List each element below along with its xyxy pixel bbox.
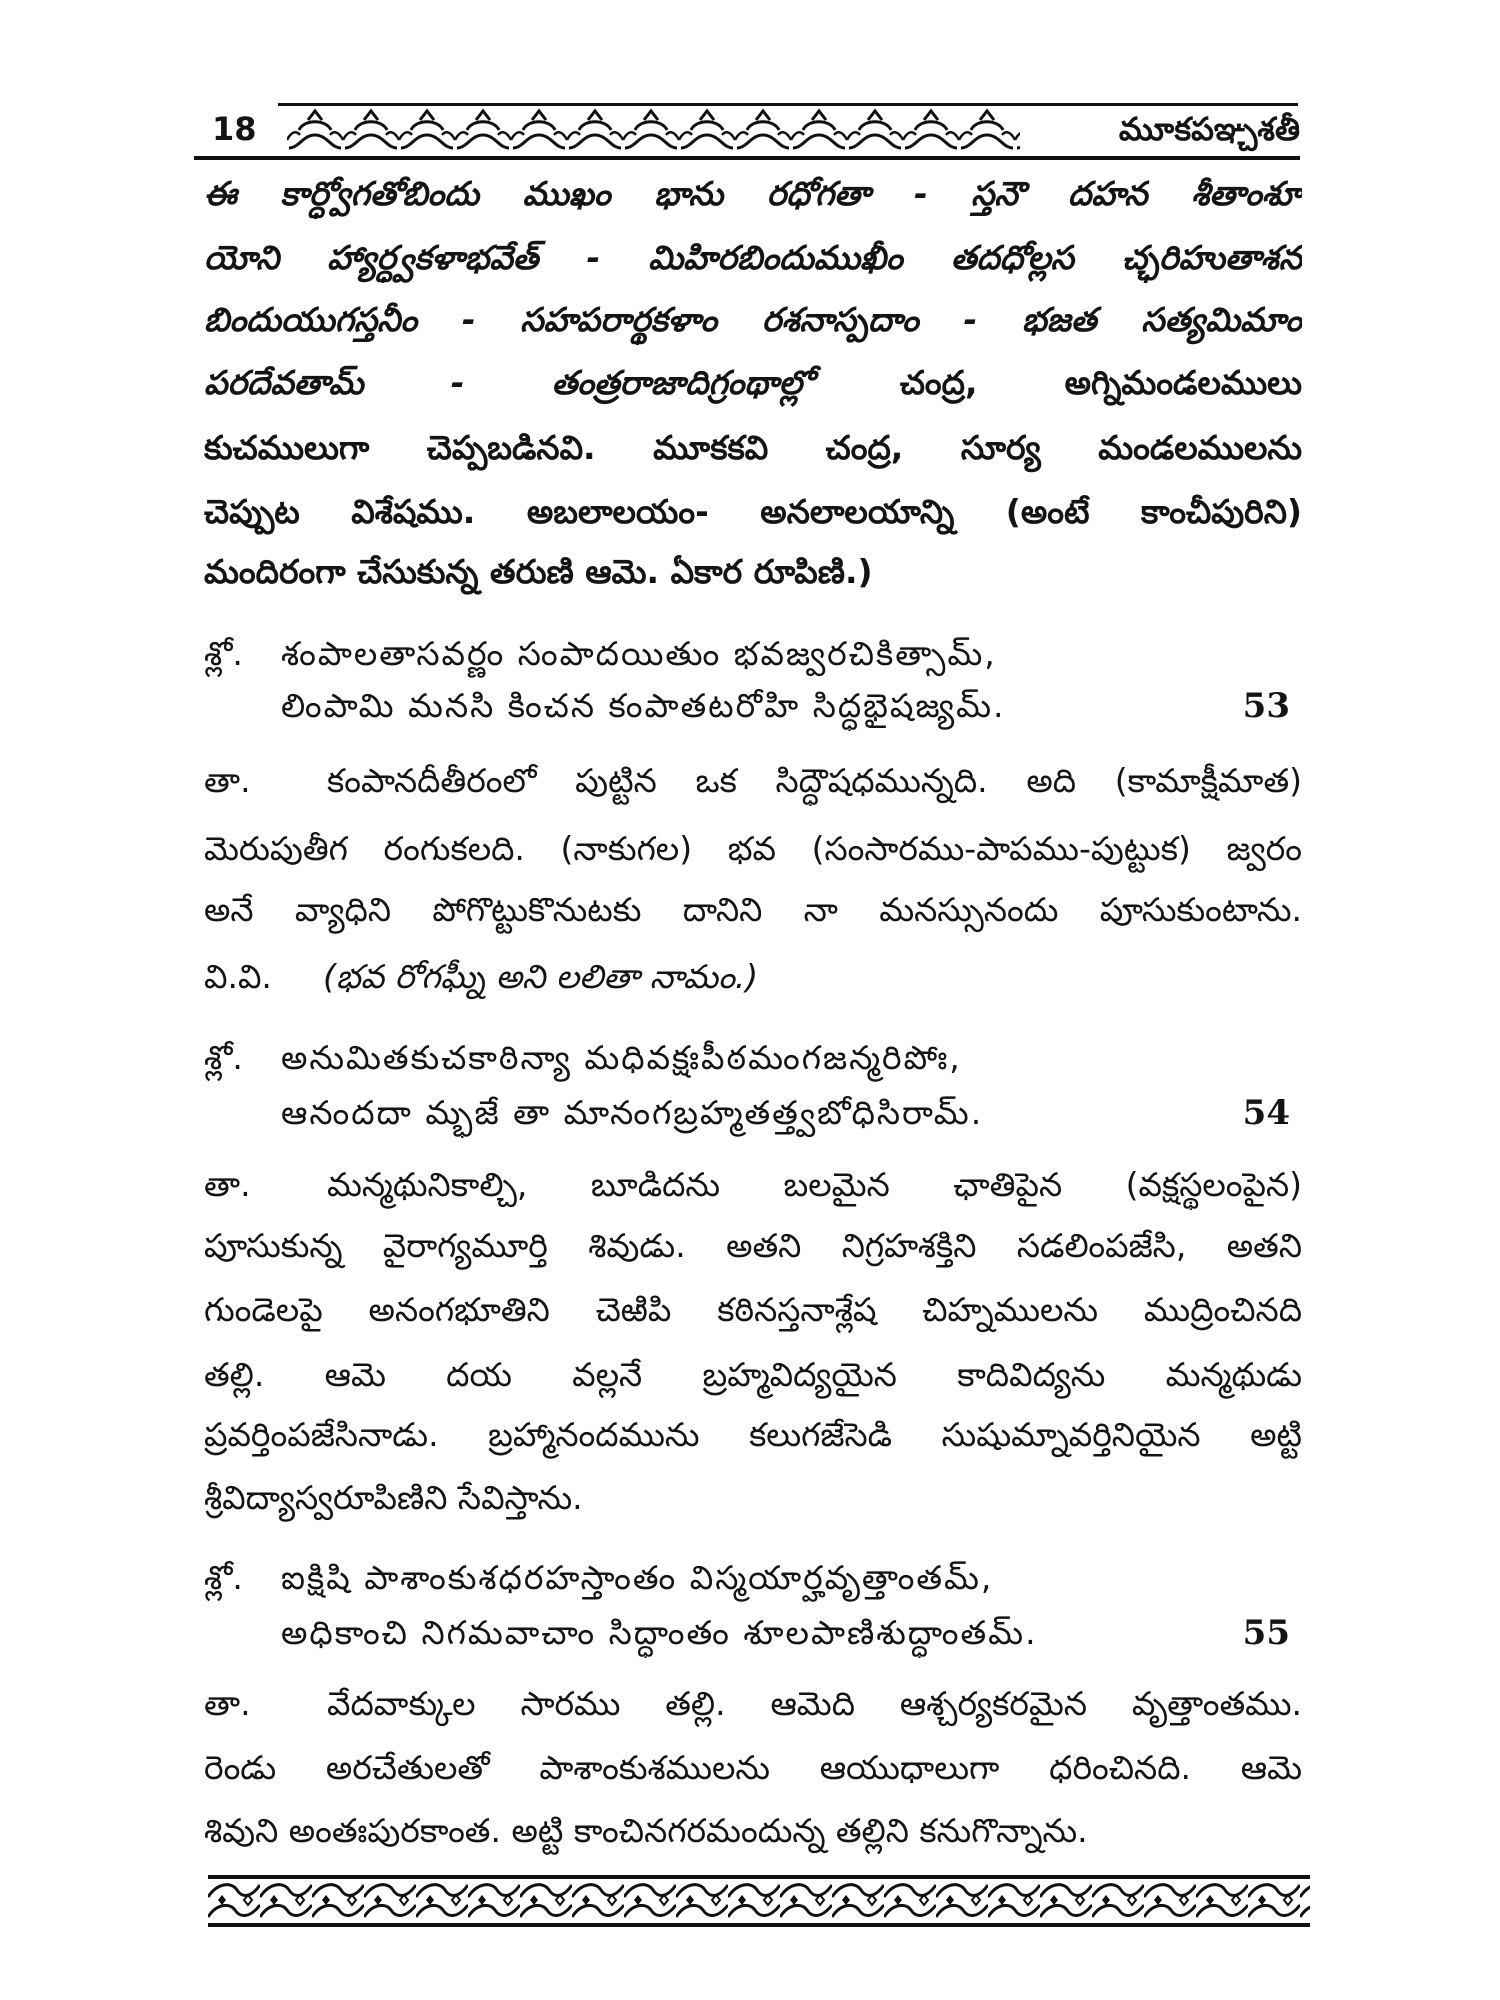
sloka-line: లింపామి మనసి కించన కంపాతటరోహి సిద్ధభైషజ్యమ్. [281, 686, 1006, 725]
meaning-label: తా. [204, 761, 251, 800]
sloka-line: ఆనందదా మ్భజే తా మానంగబ్రహ్మతత్త్వబోధిసిరామ్. [281, 1093, 984, 1132]
footer-ornament [208, 1875, 1310, 1927]
meaning-label: తా. [204, 1684, 251, 1723]
intro-line [204, 358, 1302, 408]
sloka-line: శంపాలతాసవర్ణం సంపాదయితుం భవజ్వరచికిత్సామ్, [281, 634, 997, 673]
verse-number: 53 [1242, 686, 1290, 726]
header-ornament [287, 108, 1020, 154]
header-bottom-rule [194, 156, 1300, 160]
sloka-label: శ్లో. [204, 1558, 243, 1597]
meaning-line: అనే వ్యాధిని పోగొట్టుకొనుటకు దానిని నా మనస్సునందు పూసుకుంటాను. [204, 890, 1302, 929]
meaning-line: తల్లి. ఆమె దయ వల్లనే బ్రహ్మవిద్యయైన కాదివిద్యను మన్మథుడు [204, 1355, 1302, 1394]
meaning-line: ప్రవర్తింపజేసినాడు. బ్రహ్మానందమును కలుగజేసెడి సుషుమ్నావర్తినియైన అట్టి [204, 1415, 1302, 1454]
sloka-label: శ్లో. [204, 1038, 243, 1077]
running-title: మూకపఞ్చశతీ [1118, 110, 1300, 148]
verse-number: 55 [1242, 1613, 1290, 1653]
meaning-label: తా. [204, 1165, 251, 1204]
meaning-line: రెండు అరచేతులతో పాశాంకుశములను ఆయుధాలుగా ధరించినది. ఆమె [204, 1748, 1302, 1787]
sloka-line: అనుమితకుచకాఠిన్యా మధివక్షఃపీఠమంగజన్మరిపోః, [281, 1038, 962, 1077]
sloka-line: అధికాంచి నిగమవాచాం సిద్ధాంతం శూలపాణిశుద్ధాంతమ్. [281, 1613, 1038, 1652]
intro-line: యోని హ్యార్ధ్వకళాభవేత్ - మిహిరబిందుముఖీం తదధోల్లస చ్ఛరిహుతాశన [204, 238, 1302, 277]
meaning-line: మెరుపుతీగ రంగుకలది. (నాకుగల) భవ (సంసారము-పాపము-పుట్టుక) జ్వరం [204, 829, 1302, 868]
intro-line: బిందుయుగస్తనీం - సహపరార్థకళాం రశనాస్పదాం - భజత సత్యమిమాం [204, 300, 1302, 339]
verse-number: 54 [1242, 1093, 1290, 1133]
intro-line-italic-part: పరదేవతామ్ - తంత్రరాజాదిగ్రంథాల్లో [204, 363, 813, 402]
page-number: 18 [212, 110, 257, 148]
sloka-line: ఐక్షిషి పాశాంకుశధరహస్తాంతం విస్మయార్హవృత్తాంతమ్, [281, 1558, 994, 1597]
meaning-line: కంపానదీతీరంలో పుట్టిన ఒక సిద్ధౌషధమున్నది. అది (కామాక్షీమాత) [327, 761, 1302, 800]
note-label: వి.వి. [204, 957, 272, 996]
meaning-line: వేదవాక్కుల సారము తల్లి. ఆమెది ఆశ్చర్యకరమైన వృత్తాంతము. [327, 1684, 1302, 1723]
intro-line: మందిరంగా చేసుకున్న తరుణి ఆమె. ఏకార రూపిణి.) [204, 552, 873, 591]
meaning-line: శ్రీవిద్యాస్వరూపిణిని సేవిస్తాను. [204, 1478, 583, 1517]
intro-line: చెప్పుట విశేషము. అబలాలయం- అనలాలయాన్ని (అంటే కాంచీపురిని) [204, 492, 1302, 531]
sloka-label: శ్లో. [204, 634, 243, 673]
meaning-line: మన్మథునికాల్చి, బూడిదను బలమైన ఛాతిపైన (వక్షస్థలంపైన) [327, 1165, 1302, 1204]
intro-line-regular-part: చంద్ర, అగ్నిమండలములు [899, 363, 1302, 402]
meaning-line: గుండెలపై అనంగభూతిని చెఱిపి కఠినస్తనాశ్లేష చిహ్నములను ముద్రించినది [204, 1290, 1302, 1329]
intro-line: ఈ కార్ధ్వోగతోబిందు ముఖం భాను రధోగతా - స్తనౌ దహన శీతాంశూ [204, 174, 1302, 213]
intro-line: కుచములుగా చెప్పబడినవి. మూకకవి చంద్ర, సూర్య మండలములను [204, 428, 1302, 467]
meaning-line: పూసుకున్న వైరాగ్యమూర్తి శివుడు. అతని నిగ్రహశక్తిని సడలింపజేసి, అతని [204, 1226, 1302, 1265]
note-text: (భవ రోగఘ్నీ అని లలితా నామం.) [323, 957, 759, 996]
meaning-line: శివుని అంతఃపురకాంత. అట్టి కాంచినగరమందున్న తల్లిని కనుగొన్నాను. [204, 1811, 1088, 1850]
